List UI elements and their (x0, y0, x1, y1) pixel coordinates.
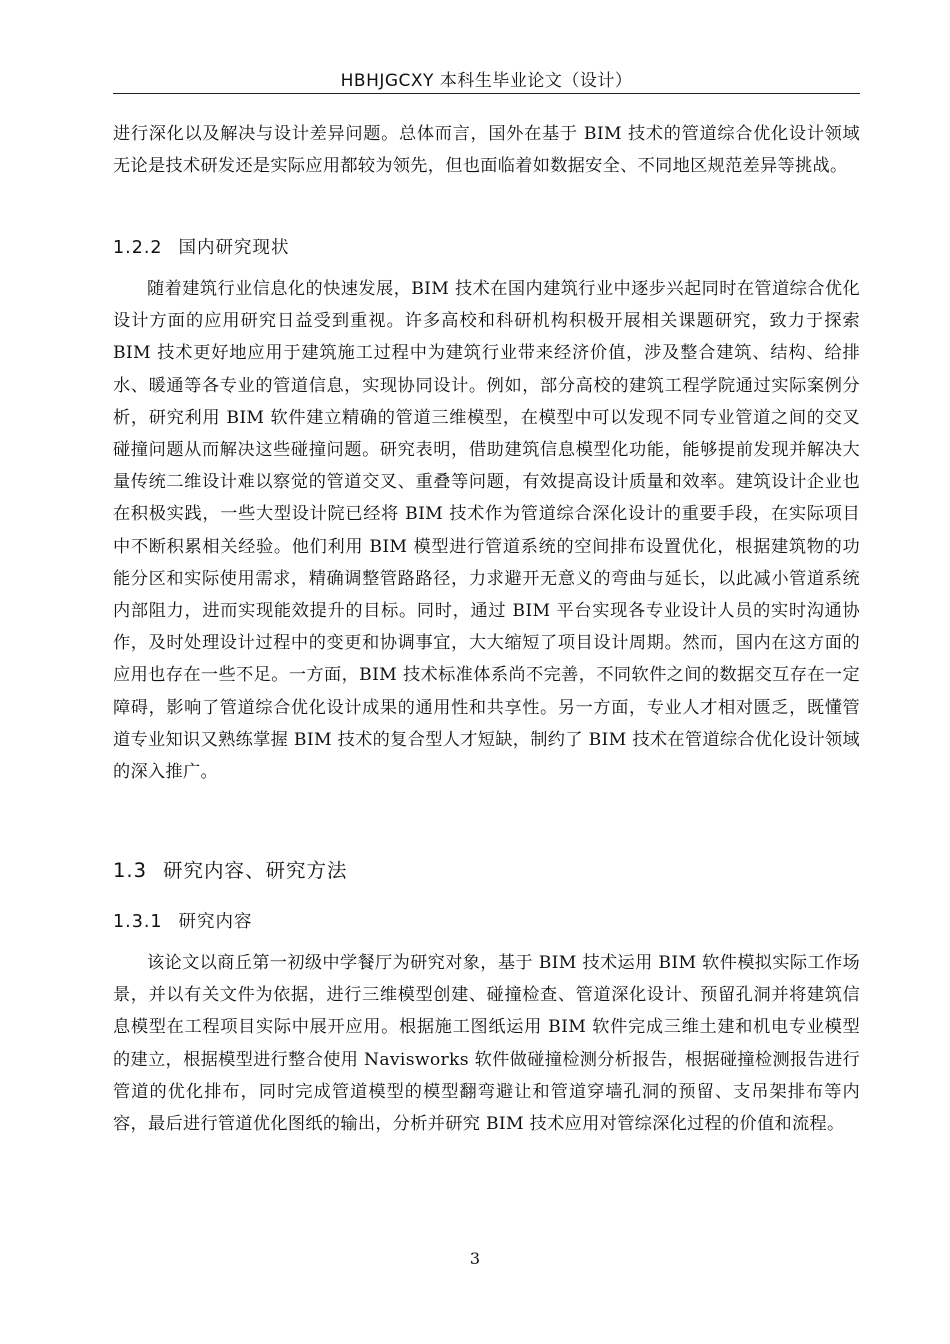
section-heading-1-2-2 (113, 234, 290, 259)
paragraph-research-content: 该论文以商丘第一初级中学餐厅为研究对象，基于 BIM 技术运用 BIM 软件模拟实际工作场景，并以有关文件为依据，进行三维模型创建、碰撞检查、管道深化设计、预留孔洞并将建筑信息模型在工程项目实际中展开应用。根据施工图纸运用 BIM 软件完成三维土建和机电专业模型的建立，根据模型进行整合使用 Navisworks 软件做碰撞检测分析报告，根据碰撞检测报告进行管道的优化排布，同时完成管道模型的模型翻弯避让和管道穿墙孔洞的预留、支吊架排布等内容，最后进行管道优化图纸的输出，分析并研究 BIM 技术应用对管综深化过程的价值和流程。 (113, 953, 860, 1135)
paragraph-domestic-research: 随着建筑行业信息化的快速发展，BIM 技术在国内建筑行业中逐步兴起同时在管道综合优化设计方面的应用研究日益受到重视。许多高校和科研机构积极开展相关课题研究，致力于探索 BIM 技术更好地应用于建筑施工过程中为建筑行业带来经济价值，涉及整合建筑、结构、给排水、暖通等各专业的管道信息，实现协同设计。例如，部分高校的建筑工程学院通过实际案例分析，研究利用 BIM 软件建立精确的管道三维模型，在模型中可以发现不同专业管道之间的交叉碰撞问题从而解决这些碰撞问题。研究表明，借助建筑信息模型化功能，能够提前发现并解决大量传统二维设计难以察觉的管道交叉、重叠等问题，有效提高设计质量和效率。建筑设计企业也在积极实践，一些大型设计院已经将 BIM 技术作为管道综合深化设计的重要手段，在实际项目中不断积累相关经验。他们利用 BIM 模型进行管道系统的空间排布设置优化，根据建筑物的功能分区和实际使用需求，精确调整管路路径，力求避开无意义的弯曲与延长，以此减小管道系统内部阻力，进而实现能效提升的目标。同时，通过 BIM 平台实现各专业设计人员的实时沟通协作，及时处理设计过程中的变更和协调事宜，大大缩短了项目设计周期。然而，国内在这方面的应用也存在一些不足。一方面，BIM 技术标准体系尚不完善，不同软件之间的数据交互存在一定障碍，影响了管道综合优化设计成果的通用性和共享性。另一方面，专业人才相对匮乏，既懂管道专业知识又熟练掌握 BIM 技术的复合型人才短缺，制约了 BIM 技术在管道综合优化设计领域的深入推广。 (113, 279, 860, 783)
section-heading-1-3-1 (113, 908, 253, 933)
section-number: 1.3.1 (113, 912, 163, 932)
section-number: 1.2.2 (113, 238, 163, 258)
section-number: 1.3 (113, 859, 148, 882)
section-title: 研究内容 (178, 912, 253, 932)
running-header: HBHJGCXY 本科生毕业论文（设计） (340, 71, 633, 91)
section-heading-1-3 (113, 855, 348, 883)
header-rule (113, 93, 860, 94)
paragraph-continuation: 进行深化以及解决与设计差异问题。总体而言，国外在基于 BIM 技术的管道综合优化设计领域无论是技术研发还是实际应用都较为领先，但也面临着如数据安全、不同地区规范差异等挑战。 (113, 124, 860, 177)
section-title: 国内研究现状 (178, 238, 290, 258)
page-number: 3 (469, 1249, 481, 1268)
section-title: 研究内容、研究方法 (163, 859, 348, 882)
